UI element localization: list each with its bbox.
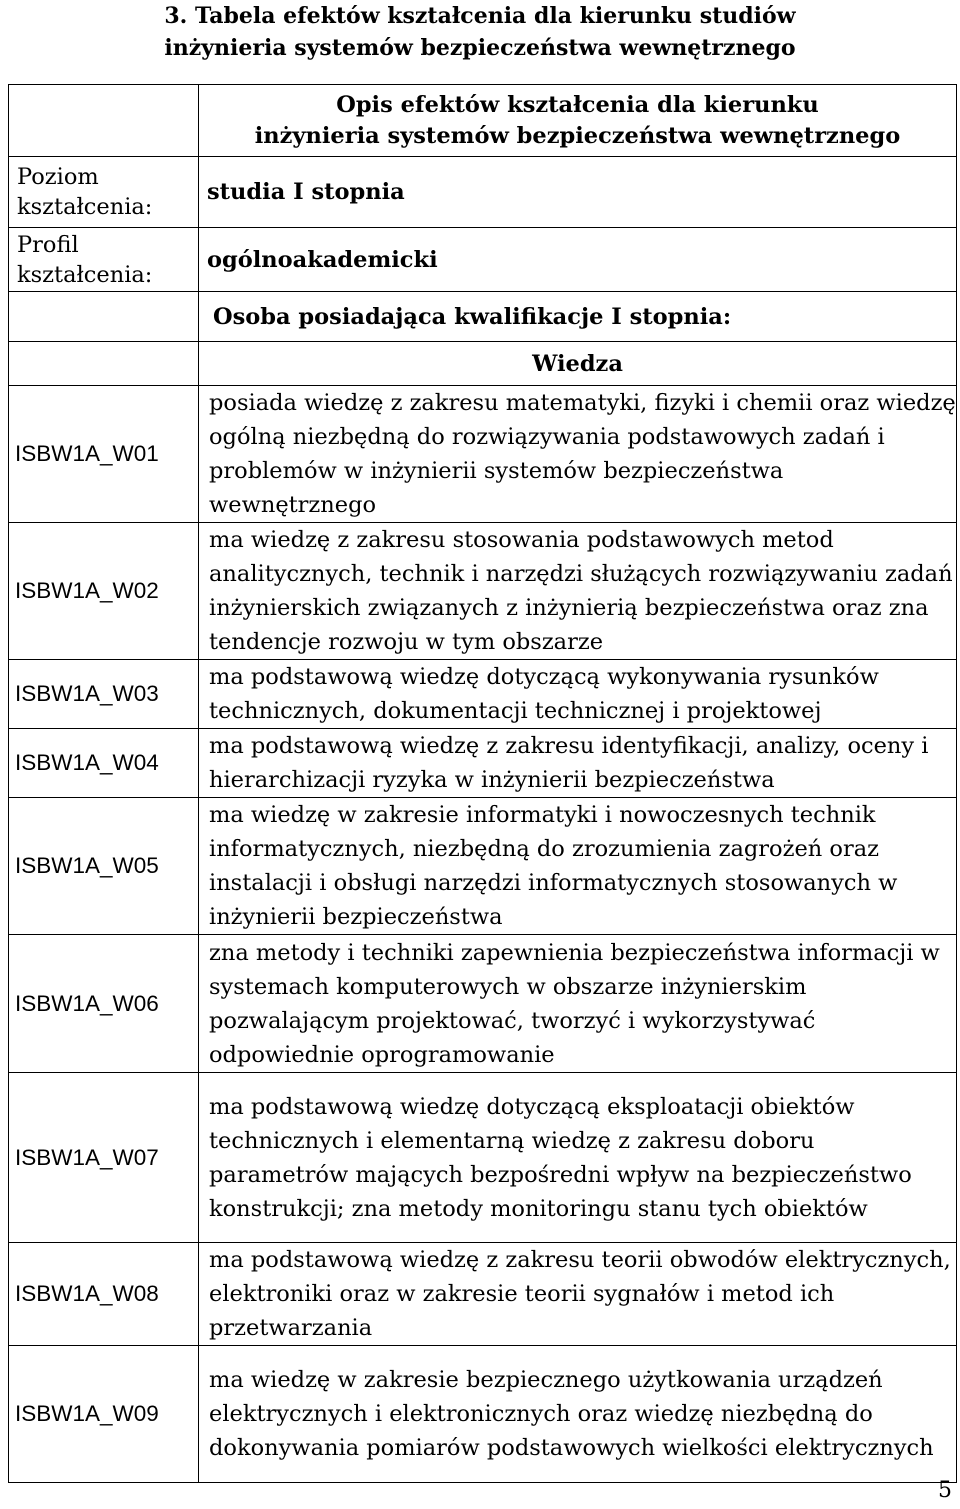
- table-row: [9, 935, 957, 1073]
- effect-description: ma podstawową wiedzę dotyczącą wykonywania rysunków technicznych, dokumentacji technicznej i projektowej: [199, 660, 957, 729]
- table-row: [9, 1346, 957, 1483]
- level-row: [9, 157, 957, 228]
- effect-code: ISBW1A_W08: [9, 1243, 199, 1346]
- effect-code: ISBW1A_W07: [9, 1073, 199, 1243]
- table-row: [9, 660, 957, 729]
- effects-table: [8, 84, 957, 1483]
- effect-code: ISBW1A_W04: [9, 729, 199, 798]
- qualification-empty-cell: [9, 292, 199, 342]
- effect-code: ISBW1A_W02: [9, 523, 199, 660]
- effect-description: posiada wiedzę z zakresu matematyki, fizyki i chemii oraz wiedzę ogólną niezbędną do rozwiązywania podstawowych zadań i problemów w inżynierii systemów bezpieczeństwa wewnętrznego: [199, 386, 957, 523]
- effect-description: zna metody i techniki zapewnienia bezpieczeństwa informacji w systemach komputerowych w obszarze inżynierskim pozwalającym projektować, tworzyć i wykorzystywać odpowiednie oprogramowanie: [199, 935, 957, 1073]
- header-empty-cell: [9, 85, 199, 157]
- table-row: [9, 386, 957, 523]
- page-number: 5: [938, 1478, 952, 1503]
- page-title: [0, 0, 960, 64]
- effect-description: ma podstawową wiedzę dotyczącą eksploatacji obiektów technicznych i elementarną wiedzę z zakresu doboru parametrów mających bezpośredni wpływ na bezpieczeństwo konstrukcji; zna metody monitoringu stanu tych obiektów: [199, 1073, 957, 1243]
- effect-description: ma podstawową wiedzę z zakresu teorii obwodów elektrycznych, elektroniki oraz w zakresie teorii sygnałów i metod ich przetwarzania: [199, 1243, 957, 1346]
- effect-description: ma wiedzę w zakresie bezpiecznego użytkowania urządzeń elektrycznych i elektronicznych oraz wiedzę niezbędną do dokonywania pomiarów podstawowych wielkości elektrycznych: [199, 1346, 957, 1483]
- header-row: [9, 85, 957, 157]
- profile-value: ogólnoakademicki: [199, 228, 957, 292]
- effect-code: ISBW1A_W01: [9, 386, 199, 523]
- table-row: [9, 1243, 957, 1346]
- page-title-line-1: 3. Tabela efektów kształcenia dla kierunku studiów: [164, 3, 796, 29]
- table-header-line-2: inżynieria systemów bezpieczeństwa wewnętrznego: [254, 122, 901, 149]
- profile-label: Profil kształcenia:: [9, 228, 199, 292]
- profile-row: [9, 228, 957, 292]
- table-row: [9, 523, 957, 660]
- qualification-heading: Osoba posiadająca kwalifikacje I stopnia:: [199, 292, 957, 342]
- table-row: [9, 1073, 957, 1243]
- qualification-row: [9, 292, 957, 342]
- effect-description: ma podstawową wiedzę z zakresu identyfikacji, analizy, oceny i hierarchizacji ryzyka w inżynierii bezpieczeństwa: [199, 729, 957, 798]
- effect-description: ma wiedzę z zakresu stosowania podstawowych metod analitycznych, technik i narzędzi służących rozwiązywaniu zadań inżynierskich związanych z inżynierią bezpieczeństwa oraz zna tendencje rozwoju w tym obszarze: [199, 523, 957, 660]
- page-title-line-2: inżynieria systemów bezpieczeństwa wewnętrznego: [164, 35, 796, 61]
- table-row: [9, 729, 957, 798]
- effect-code: ISBW1A_W03: [9, 660, 199, 729]
- level-label: Poziom kształcenia:: [9, 157, 199, 228]
- category-empty-cell: [9, 342, 199, 386]
- effect-code: ISBW1A_W09: [9, 1346, 199, 1483]
- table-header: [199, 85, 957, 157]
- effect-description: ma wiedzę w zakresie informatyki i nowoczesnych technik informatycznych, niezbędną do zrozumienia zagrożeń oraz instalacji i obsługi narzędzi informatycznych stosowanych w inżynierii bezpieczeństwa: [199, 798, 957, 935]
- category-heading: Wiedza: [199, 342, 957, 386]
- category-row: [9, 342, 957, 386]
- effect-code: ISBW1A_W06: [9, 935, 199, 1073]
- effect-code: ISBW1A_W05: [9, 798, 199, 935]
- table-header-line-1: Opis efektów kształcenia dla kierunku: [336, 91, 819, 118]
- table-row: [9, 798, 957, 935]
- level-value: studia I stopnia: [199, 157, 957, 228]
